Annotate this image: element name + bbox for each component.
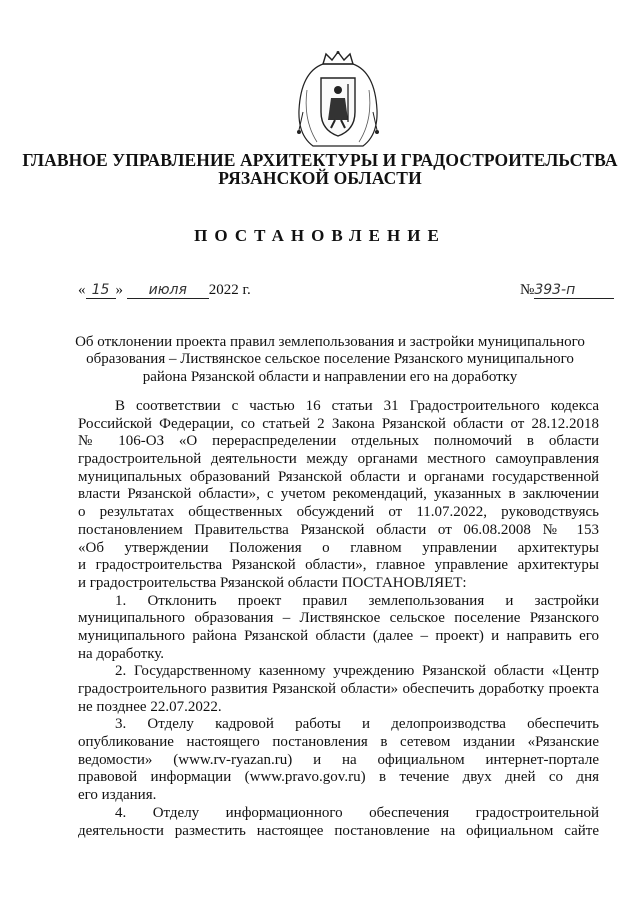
body-line: деятельности разместить настоящее постановление на официальном сайте [78, 822, 599, 839]
body-line: о результатах общественных обсуждений от 11.07.2022, руководствуясь [78, 504, 599, 521]
ryazan-coat-of-arms-icon [293, 50, 383, 150]
body-line: муниципального района Рязанской области (далее – проект) и направить его [78, 627, 599, 644]
date-quote-close: » [115, 282, 123, 298]
body-line: муниципального образования – Листвянское сельское поселение Рязанского [78, 610, 599, 627]
body-line: власти Рязанской области», с учетом рекомендаций, указанных в заключении [78, 486, 599, 503]
document-type-title: ПОСТАНОВЛЕНИЕ [194, 226, 446, 245]
body-line: и градостроительства Рязанской области», главное управление архитектуры [78, 557, 599, 574]
date-quote-open: « [78, 282, 86, 298]
organization-name-line2: РЯЗАНСКОЙ ОБЛАСТИ [218, 168, 422, 188]
organization-name-line1: ГЛАВНОЕ УПРАВЛЕНИЕ АРХИТЕКТУРЫ И ГРАДОСТРОИТЕЛЬСТВА [22, 150, 618, 170]
subject-line: образования – Листвянское сельское поселение Рязанского муниципального [86, 351, 574, 368]
subject-line: Об отклонении проекта правил землепользования и застройки муниципального [75, 334, 585, 350]
body-line: опубликование настоящего постановления в сетевом издании «Рязанские [78, 734, 599, 751]
document-number [520, 282, 614, 299]
date-day: 15 [86, 282, 116, 299]
body-line: постановлением Правительства Рязанской области от 06.08.2008 № 153 [78, 521, 599, 538]
body-line: градостроительной деятельности между органами местного самоуправления [78, 451, 599, 468]
number-prefix: № [520, 282, 535, 298]
body-line: 3. Отделу кадровой работы и делопроизводства обеспечить [115, 716, 599, 733]
body-line: на доработку. [78, 645, 165, 662]
document-date [78, 282, 251, 299]
document-body [78, 398, 599, 840]
body-line: 1. Отклонить проект правил землепользования и застройки [115, 592, 599, 609]
body-line: 2. Государственному казенному учреждению Рязанской области «Центр [115, 663, 599, 680]
body-line: и градостроительства Рязанской области ПОСТАНОВЛЯЕТ: [78, 574, 467, 591]
body-line: «Об утверждении Положения о главном управлении архитектуры [78, 539, 599, 556]
body-line: градостроительного развития Рязанской области» обеспечить доработку проекта [78, 681, 599, 697]
body-line: ведомости» (www.rv-ryazan.ru) и на официальном интернет-портале [78, 751, 599, 768]
body-line: № 106-ОЗ «О перераспределении отдельных полномочий в области [78, 433, 599, 450]
body-line: его издания. [78, 787, 157, 804]
number-value: 393-п [534, 282, 614, 299]
date-month: июля [127, 282, 209, 299]
subject-line: района Рязанской области и направлении его на доработку [142, 368, 518, 385]
body-line: В соответствии с частью 16 статьи 31 Градостроительного кодекса [115, 398, 599, 414]
body-line: 4. Отделу информационного обеспечения градостроительной [115, 804, 599, 821]
document-subject [70, 334, 590, 386]
body-line: не позднее 22.07.2022. [78, 698, 222, 715]
date-year: 2022 г. [208, 282, 251, 298]
body-line: правовой информации (www.pravo.gov.ru) в течение двух дней со дня [78, 769, 599, 786]
body-line: муниципальных образований Рязанской области и органами государственной [78, 468, 599, 485]
body-line: Российской Федерации, со статьей 2 Закона Рязанской области от 28.12.2018 [78, 415, 599, 432]
